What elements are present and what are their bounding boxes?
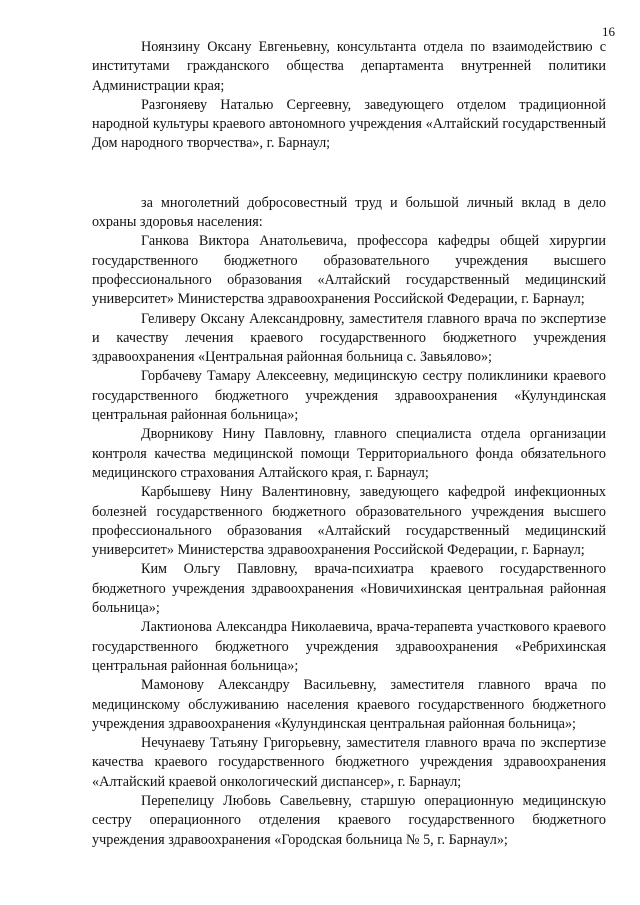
award-entry-nechunaeva: Нечунаеву Татьяну Григорьевну, заместителя главного врача по экспертизе качества краевого государственного бюджетного учреждения здравоохранения «Алтайский краевой онкологический диспансер», г. Барнаул; bbox=[92, 735, 606, 790]
award-entry-dvornikova: Дворникову Нину Павловну, главного специалиста отдела организации контроля качества медицинской помощи Территориального фонда обязательного медицинского страхования Алтайского края, г. Барнаул; bbox=[92, 426, 606, 481]
award-entry-gelivera: Геливеру Оксану Александровну, заместителя главного врача по экспертизе и качеству лечения краевого государственного бюджетного учреждения здравоохранения «Центральная районная больница с. Завьялово»; bbox=[92, 310, 606, 366]
award-entry-karbysheva: Карбышеву Нину Валентиновну, заведующего кафедрой инфекционных болезней государственного бюджетного образовательного учреждения высшего профессионального образования «Алтайский государственный медицинский университет» Министерства здравоохранения Российской Федерации, г. Барнаул; bbox=[92, 484, 606, 559]
award-entry-noyanzina: Ноянзину Оксану Евгеньевну, консультанта отдела по взаимодействию с институтами гражданского общества департамента внутренней политики Администрации края; bbox=[92, 39, 606, 94]
award-entry-gankov: Ганкова Виктора Анатольевича, профессора кафедры общей хирургии государственного бюджетного образовательного учреждения высшего профессионального образования «Алтайский государственный медицинский университет» Министерства здравоохранения Российской Федерации, г. Барнаул; bbox=[92, 233, 606, 308]
award-entry-mamonova: Мамонову Александру Васильевну, заместителя главного врача по медицинскому обслуживанию населения краевого государственного бюджетного учреждения здравоохранения «Кулундинская центральная районная больница»; bbox=[92, 677, 606, 732]
award-entry-perepelitsa: Перепелицу Любовь Савельевну, старшую операционную медицинскую сестру операционного отделения краевого государственного бюджетного учреждения здравоохранения «Городская больница № 5, г. Барнаул»; bbox=[92, 792, 606, 848]
award-entry-gorbacheva: Горбачеву Тамару Алексеевну, медицинскую сестру поликлиники краевого государственного бюджетного учреждения здравоохранения «Кулундинская центральная районная больница»; bbox=[92, 368, 606, 424]
page-number: 16 bbox=[602, 24, 615, 39]
section-gap bbox=[92, 154, 606, 194]
section-intro-healthcare: за многолетний добросовестный труд и большой личный вклад в дело охраны здоровья населения: bbox=[92, 194, 606, 231]
award-entry-razgonyaeva: Разгоняеву Наталью Сергеевну, заведующего отделом традиционной народной культуры краевого автономного учреждения «Алтайский государственный Дом народного творчества», г. Барнаул; bbox=[92, 96, 606, 152]
award-entry-kim: Ким Ольгу Павловну, врача-психиатра краевого государственного бюджетного учреждения здравоохранения «Новичихинская центральная районная больница»; bbox=[92, 561, 606, 617]
award-entry-laktionov: Лактионова Александра Николаевича, врача-терапевта участкового краевого государственного бюджетного учреждения здравоохранения «Ребрихинская центральная районная больница»; bbox=[92, 619, 606, 674]
document-body bbox=[92, 38, 606, 850]
